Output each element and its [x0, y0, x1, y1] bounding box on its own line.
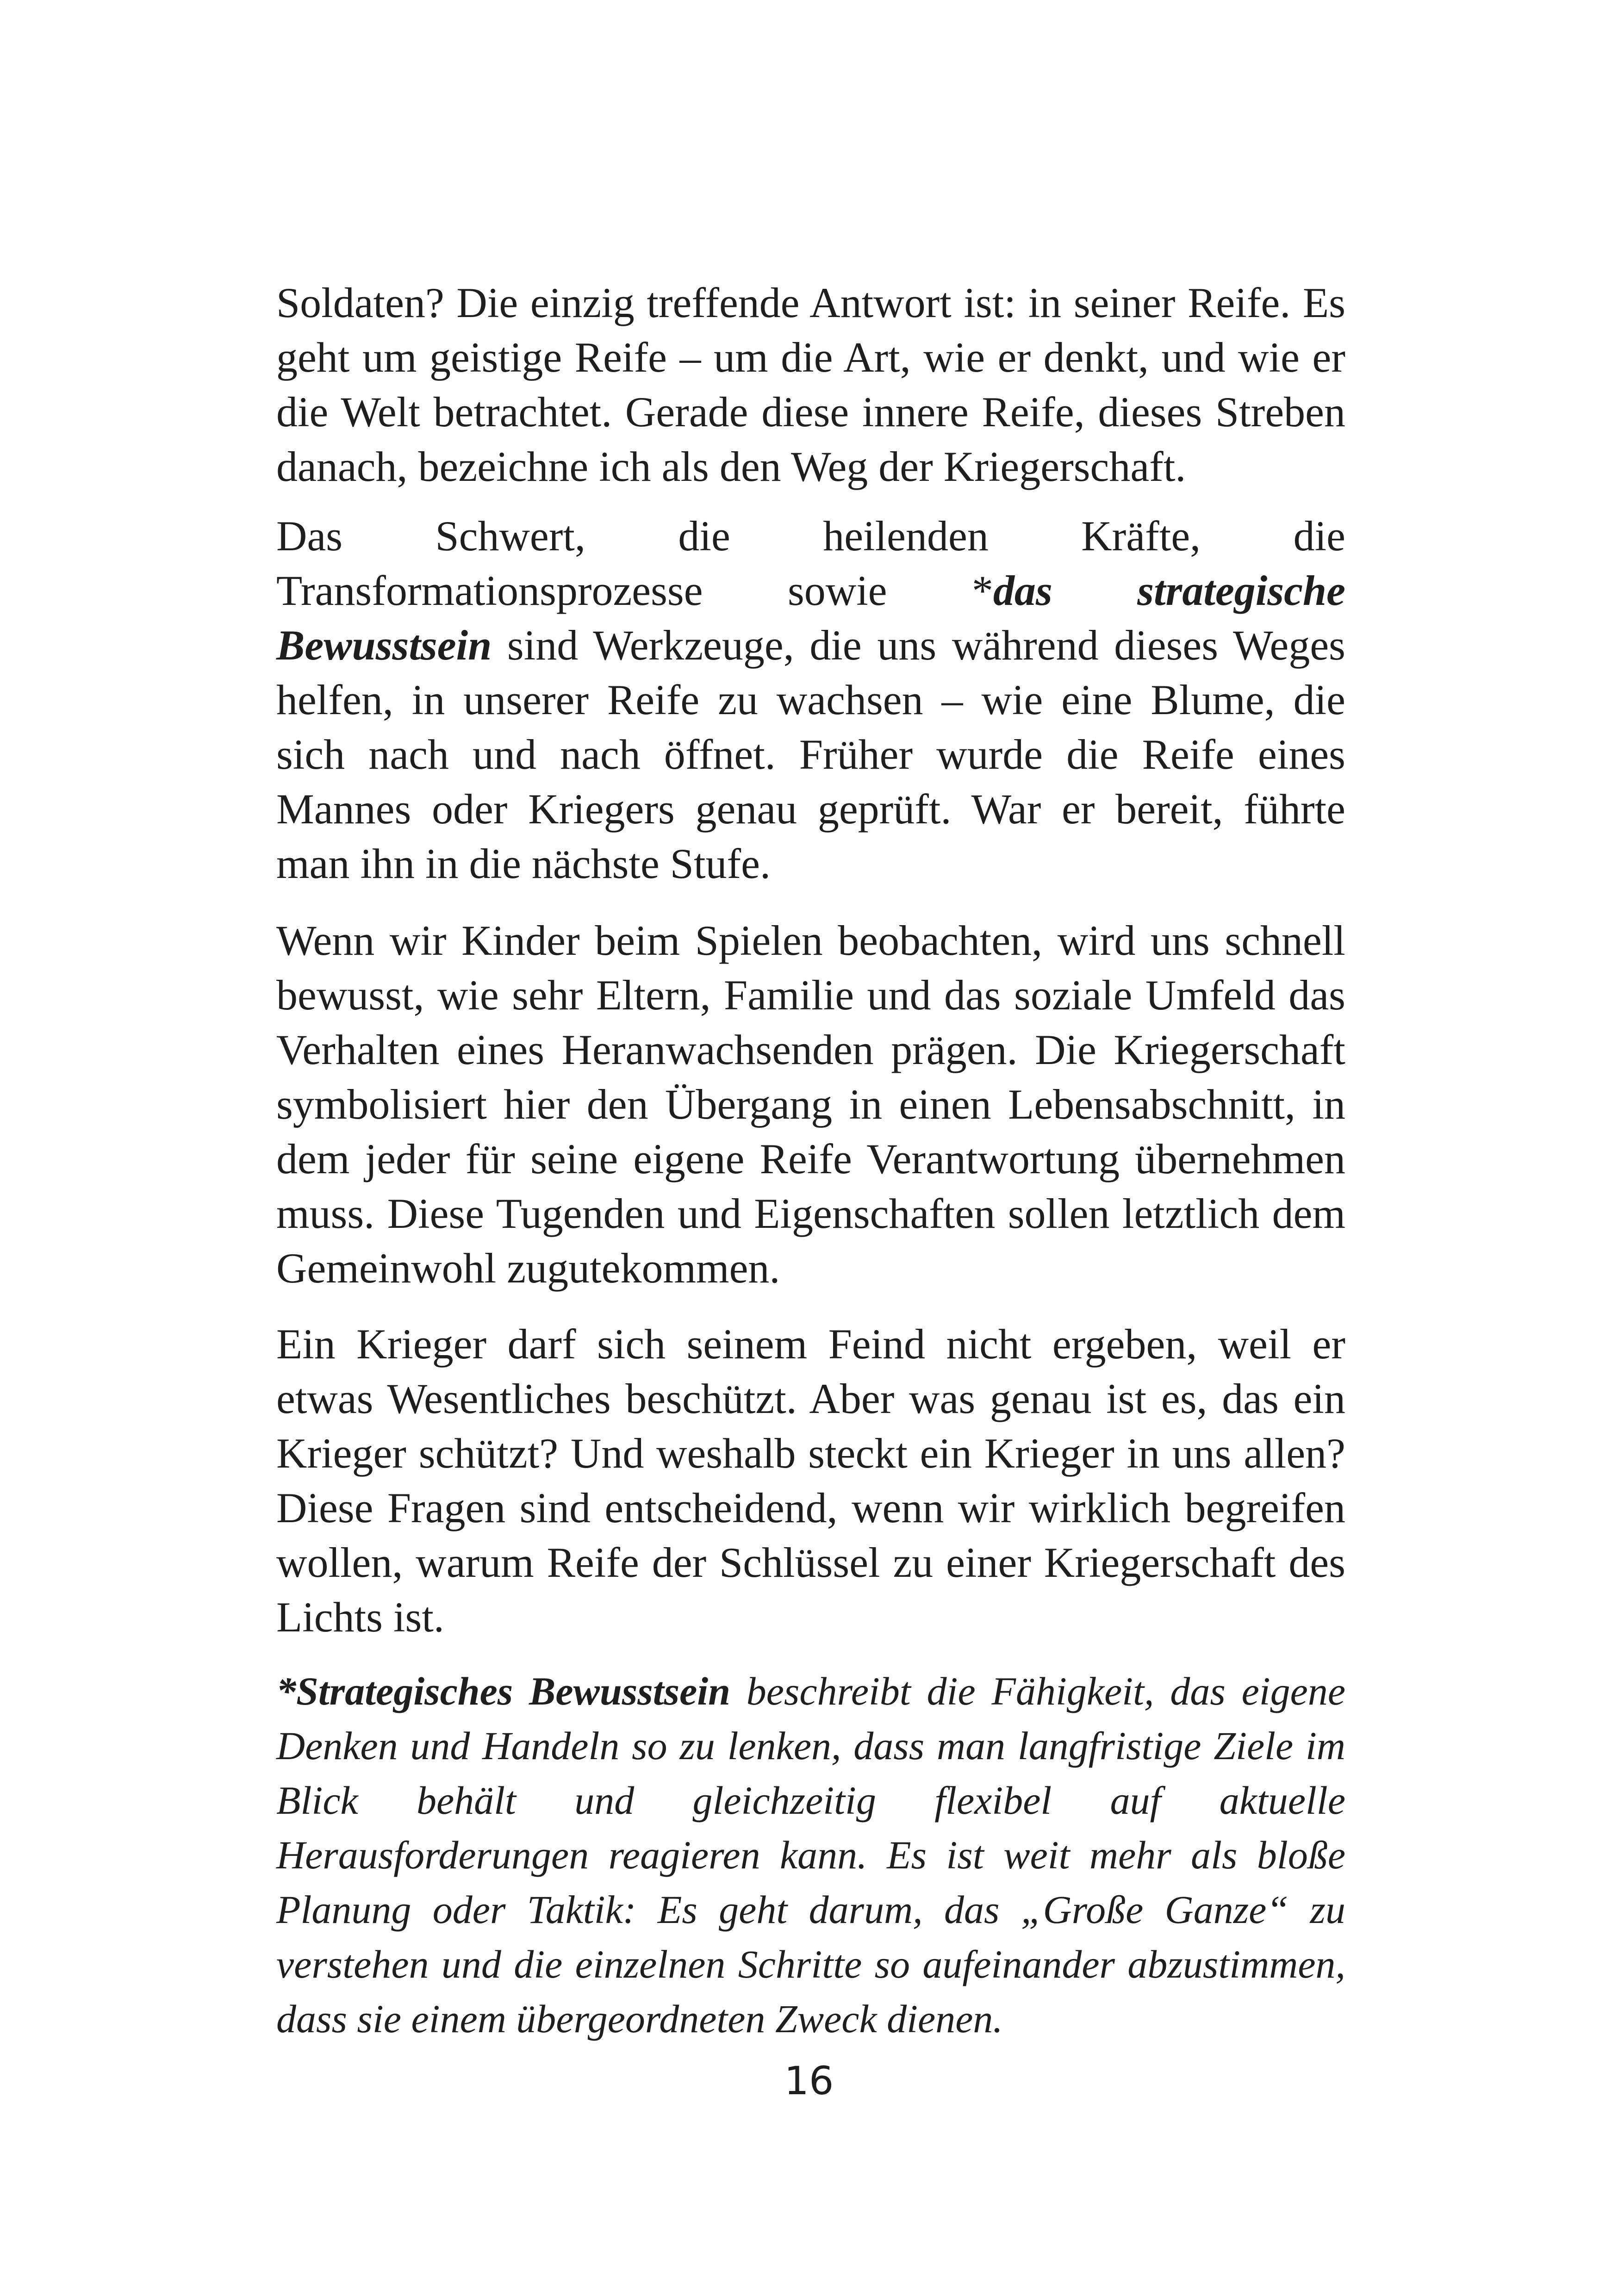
- paragraph-2: [276, 509, 1345, 891]
- footnote-text: beschreibt die Fähigkeit, das eigene Denken und Handeln so zu lenken, dass man langfristige Ziele im Blick behält und gleichzeitig flexibel auf aktuelle Herausforderungen reagieren kann. Es ist weit mehr als bloße Planung oder Taktik: Es geht darum, das „Große Ganze“ zu verstehen und die einzelnen Schritte so aufeinander abzustimmen, dass sie einem übergeordneten Zweck dienen.: [276, 1669, 1345, 2041]
- paragraph-2-lead: Das Schwert, die heilenden Kräfte, die Transformationsprozesse sowie *: [276, 512, 1345, 614]
- footnote: [276, 1664, 1345, 2046]
- page-body: [276, 275, 1345, 2046]
- paragraph-2-rest: sind Werkzeuge, die uns während dieses Weges helfen, in unserer Reife zu wachsen – wie eine Blume, die sich nach und nach öffnet. Früher wurde die Reife eines Mannes oder Kriegers genau geprüft. War er bereit, führte man ihn in die nächste Stufe.: [276, 622, 1345, 887]
- page-number: 16: [784, 2058, 834, 2103]
- strategic-awareness-emphasis: das strategische Bewusstsein: [276, 567, 1345, 669]
- footnote-term: *Strategisches Bewusstsein: [276, 1669, 730, 1713]
- paragraph-1: Soldaten? Die einzig treffende Antwort ist: in seiner Reife. Es geht um geistige Reife – um die Art, wie er denkt, und wie er die Welt betrachtet. Gerade diese innere Reife, dieses Streben danach, bezeichne ich als den Weg der Kriegerschaft.: [276, 279, 1345, 490]
- paragraph-3: Wenn wir Kinder beim Spielen beobachten, wird uns schnell bewusst, wie sehr Eltern, Familie und das soziale Umfeld das Verhalten eines Heranwachsenden prägen. Die Kriegerschaft symbolisiert hier den Übergang in einen Lebensabschnitt, in dem jeder für seine eigene Reife Verantwortung übernehmen muss. Diese Tugenden und Eigenschaften sollen letztlich dem Gemeinwohl zugutekommen.: [276, 917, 1345, 1292]
- paragraph-4: Ein Krieger darf sich seinem Feind nicht ergeben, weil er etwas Wesentliches beschützt. Aber was genau ist es, das ein Krieger schützt? Und weshalb steckt ein Krieger in uns allen? Diese Fragen sind entscheidend, wenn wir wirklich begreifen wollen, warum Reife der Schlüssel zu einer Kriegerschaft des Lichts ist.: [276, 1320, 1345, 1641]
